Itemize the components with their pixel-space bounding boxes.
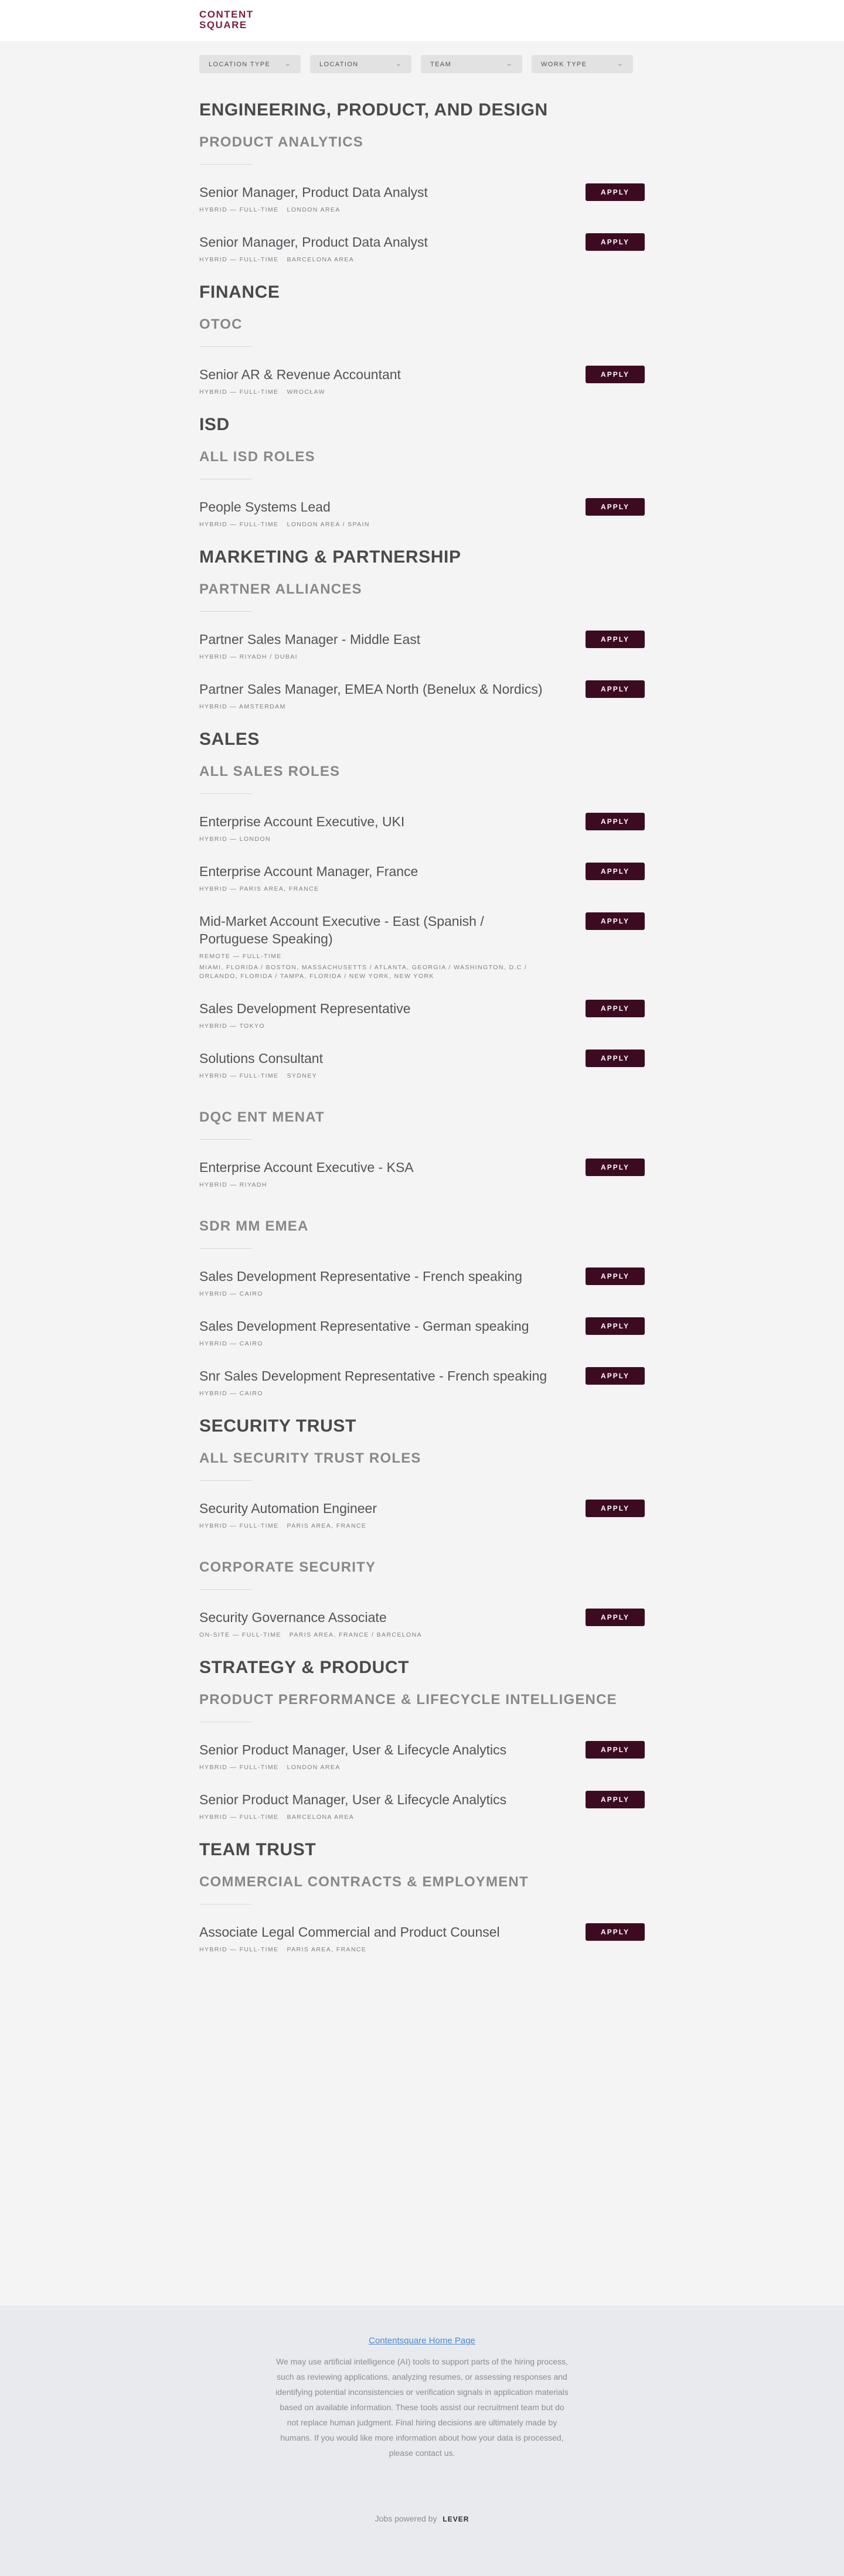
department-title: ENGINEERING, PRODUCT, AND DESIGN (199, 100, 548, 120)
job-location: PARIS AREA, FRANCE (287, 1946, 367, 1953)
team-title: PRODUCT ANALYTICS (199, 134, 363, 150)
team-divider (199, 793, 252, 794)
job-meta (199, 206, 551, 214)
department-section (199, 100, 645, 264)
team-section (199, 1218, 645, 1398)
job-title-link[interactable]: Sales Development Representative (199, 1001, 411, 1016)
team-title: PRODUCT PERFORMANCE & LIFECYCLE INTELLIGENCE (199, 1692, 617, 1708)
job-location: MIAMI, FLORIDA / BOSTON, MASSACHUSETTS / ATLANTA, GEORGIA / WASHINGTON, D.C / ORLANDO, FLORIDA / TAMPA, FLORIDA / NEW YORK, NEW YORK (199, 964, 528, 980)
job-meta (199, 1389, 551, 1398)
job-posting (199, 631, 645, 662)
job-title-link[interactable]: Enterprise Account Executive - KSA (199, 1160, 414, 1175)
team-section (199, 316, 645, 397)
job-meta (199, 1813, 551, 1822)
job-title-link[interactable]: Partner Sales Manager - Middle East (199, 632, 421, 647)
department-title: MARKETING & PARTNERSHIP (199, 547, 461, 567)
job-posting (199, 498, 645, 529)
department-title: STRATEGY & PRODUCT (199, 1658, 410, 1677)
department-section (199, 1416, 645, 1640)
job-workplace-commitment: HYBRID — AMSTERDAM (199, 703, 286, 710)
job-posting (199, 366, 645, 397)
postings-list (199, 100, 645, 1972)
team-title: DQC ENT MENAT (199, 1109, 325, 1125)
department-section (199, 729, 645, 1398)
team-section (199, 1691, 645, 1822)
team-section (199, 1559, 645, 1640)
job-location: LONDON AREA / SPAIN (287, 521, 370, 528)
job-location: LONDON AREA (287, 206, 341, 213)
team-title: ALL SALES ROLES (199, 764, 341, 779)
job-workplace-commitment: HYBRID — FULL-TIME (199, 1072, 279, 1079)
apply-button[interactable]: APPLY (586, 1500, 645, 1517)
job-workplace-commitment: HYBRID — PARIS AREA, FRANCE (199, 885, 319, 892)
team-title: ALL ISD ROLES (199, 449, 315, 465)
filter-location[interactable] (310, 55, 411, 73)
team-section (199, 134, 645, 264)
job-posting (199, 1158, 645, 1190)
department-section (199, 1839, 645, 1954)
team-divider (199, 346, 252, 347)
job-location: BARCELONA AREA (287, 1814, 355, 1821)
apply-button[interactable]: APPLY (586, 1367, 645, 1385)
job-workplace-commitment: HYBRID — FULL-TIME (199, 256, 279, 263)
job-meta (199, 388, 551, 397)
job-location: PARIS AREA, FRANCE (287, 1522, 367, 1529)
job-posting (199, 1923, 645, 1954)
job-meta (199, 835, 551, 844)
job-workplace-commitment: HYBRID — FULL-TIME (199, 1814, 279, 1821)
job-title-link[interactable]: Enterprise Account Manager, France (199, 864, 418, 879)
filter-label: WORK TYPE (541, 60, 587, 68)
job-workplace-commitment: HYBRID — FULL-TIME (199, 1764, 279, 1771)
job-posting (199, 1791, 645, 1822)
job-title-link[interactable]: People Systems Lead (199, 499, 331, 514)
chevron-down-icon: ⌄ (617, 61, 625, 67)
filter-label: LOCATION TYPE (209, 60, 271, 68)
chevron-down-icon: ⌄ (395, 61, 403, 67)
job-meta (199, 703, 551, 711)
apply-button[interactable]: APPLY (586, 1791, 645, 1808)
job-workplace-commitment: ON-SITE — FULL-TIME (199, 1631, 281, 1638)
team-title: SDR MM EMEA (199, 1218, 309, 1234)
job-title-link[interactable]: Enterprise Account Executive, UKI (199, 814, 405, 829)
job-workplace-commitment: HYBRID — FULL-TIME (199, 389, 279, 396)
department-section (199, 1657, 645, 1822)
apply-button[interactable]: APPLY (586, 183, 645, 201)
contentsquare-logo[interactable] (199, 9, 254, 30)
job-workplace-commitment: HYBRID — CAIRO (199, 1340, 263, 1347)
apply-button[interactable]: APPLY (586, 912, 645, 930)
job-posting (199, 1367, 645, 1398)
department-section (199, 414, 645, 529)
team-title: COMMERCIAL CONTRACTS & EMPLOYMENT (199, 1874, 529, 1890)
team-section (199, 581, 645, 711)
team-title: CORPORATE SECURITY (199, 1559, 376, 1575)
filter-work-type[interactable] (532, 55, 633, 73)
job-posting (199, 1000, 645, 1031)
job-title-link[interactable]: Senior Product Manager, User & Lifecycle Analytics (199, 1792, 507, 1807)
job-posting (199, 183, 645, 214)
apply-button[interactable]: APPLY (586, 813, 645, 830)
job-meta (199, 1522, 551, 1531)
job-meta (199, 520, 551, 529)
filter-label: LOCATION (319, 60, 359, 68)
job-location: WROCŁAW (287, 389, 325, 396)
job-meta (199, 1022, 551, 1031)
apply-button[interactable]: APPLY (586, 1317, 645, 1335)
chevron-down-icon: ⌄ (506, 61, 514, 67)
team-divider (199, 164, 252, 165)
job-title-link[interactable]: Security Governance Associate (199, 1610, 387, 1625)
team-title: OTOC (199, 316, 243, 332)
job-posting (199, 1317, 645, 1348)
team-divider (199, 1480, 252, 1481)
apply-button[interactable]: APPLY (586, 498, 645, 516)
job-workplace-commitment: HYBRID — FULL-TIME (199, 206, 279, 213)
department-title: SALES (199, 730, 260, 749)
job-meta (199, 1340, 551, 1348)
team-section (199, 1109, 645, 1190)
logo-line-2: SQUARE (199, 19, 247, 30)
job-meta (199, 1631, 551, 1640)
job-location: SYDNEY (287, 1072, 318, 1079)
job-title-link[interactable]: Solutions Consultant (199, 1051, 323, 1066)
job-workplace-commitment: HYBRID — CAIRO (199, 1290, 263, 1297)
job-meta (199, 1763, 551, 1772)
department-section (199, 547, 645, 711)
job-posting (199, 1050, 645, 1081)
job-posting (199, 680, 645, 711)
department-title: ISD (199, 415, 230, 434)
team-title: PARTNER ALLIANCES (199, 581, 362, 597)
job-posting (199, 912, 645, 981)
job-workplace-commitment: HYBRID — CAIRO (199, 1390, 263, 1397)
apply-button[interactable]: APPLY (586, 1609, 645, 1626)
job-workplace-commitment: HYBRID — RIYADH / DUBAI (199, 653, 298, 660)
apply-button[interactable]: APPLY (586, 1158, 645, 1176)
team-divider (199, 1589, 252, 1590)
filter-bar (199, 55, 633, 73)
apply-button[interactable]: APPLY (586, 1923, 645, 1941)
job-workplace-commitment: HYBRID — LONDON (199, 836, 271, 843)
job-meta (199, 1945, 551, 1954)
job-meta (199, 885, 551, 894)
lever-logo[interactable]: LEVER (443, 2515, 469, 2523)
department-section (199, 282, 645, 397)
job-meta (199, 952, 551, 981)
job-posting (199, 1609, 645, 1640)
job-workplace-commitment: HYBRID — FULL-TIME (199, 1946, 279, 1953)
job-meta (199, 653, 551, 662)
job-posting (199, 1741, 645, 1772)
job-posting (199, 1500, 645, 1531)
job-location: BARCELONA AREA (287, 256, 355, 263)
powered-by (0, 2514, 844, 2523)
team-divider (199, 611, 252, 612)
apply-button[interactable]: APPLY (586, 366, 645, 383)
job-title-link[interactable]: Snr Sales Development Representative - French speaking (199, 1368, 547, 1384)
team-section (199, 1873, 645, 1954)
job-workplace-commitment: HYBRID — RIYADH (199, 1181, 267, 1188)
job-title-link[interactable]: Senior AR & Revenue Accountant (199, 367, 401, 382)
apply-button[interactable]: APPLY (586, 680, 645, 698)
apply-button[interactable]: APPLY (586, 1000, 645, 1017)
job-title-link[interactable]: Mid-Market Account Executive - East (Spanish / Portuguese Speaking) (199, 914, 484, 946)
job-workplace-commitment: HYBRID — TOKYO (199, 1023, 265, 1030)
job-posting (199, 863, 645, 894)
job-posting (199, 813, 645, 844)
page-footer (0, 2305, 844, 2576)
job-meta (199, 1290, 551, 1299)
team-section (199, 448, 645, 529)
department-title: FINANCE (199, 282, 280, 302)
job-title-link[interactable]: Partner Sales Manager, EMEA North (Benelux & Nordics) (199, 682, 543, 697)
filter-team[interactable] (421, 55, 522, 73)
team-section (199, 1450, 645, 1531)
job-workplace-commitment: REMOTE — FULL-TIME (199, 953, 282, 960)
chevron-down-icon: ⌄ (284, 61, 292, 67)
job-posting (199, 1267, 645, 1299)
powered-by-text: Jobs powered by (375, 2514, 437, 2523)
home-page-link[interactable]: Contentsquare Home Page (369, 2336, 475, 2346)
job-workplace-commitment: HYBRID — FULL-TIME (199, 521, 279, 528)
apply-button[interactable]: APPLY (586, 1267, 645, 1285)
team-divider (199, 1139, 252, 1140)
job-title-link[interactable]: Sales Development Representative - French speaking (199, 1269, 523, 1284)
apply-button[interactable]: APPLY (586, 631, 645, 648)
apply-button[interactable]: APPLY (586, 863, 645, 880)
team-divider (199, 1248, 252, 1249)
job-title-link[interactable]: Security Automation Engineer (199, 1501, 377, 1516)
ai-disclaimer: We may use artificial intelligence (AI) tools to support parts of the hiring process, such as reviewing applications, analyzing resumes, or assessing responses and identifying potential inconsistencies or verification signals in application materials based on available information. These tools assist our recruitment team but do not replace human judgment. Final hiring decisions are ultimately made by humans. If you would like more information about how your data is processed, please contact us. (275, 2357, 569, 2458)
department-title: SECURITY TRUST (199, 1416, 356, 1436)
job-meta (199, 1181, 551, 1190)
filter-location-type[interactable] (199, 55, 301, 73)
team-title: ALL SECURITY TRUST ROLES (199, 1450, 421, 1466)
apply-button[interactable]: APPLY (586, 233, 645, 251)
job-title-link[interactable]: Senior Manager, Product Data Analyst (199, 234, 428, 250)
job-workplace-commitment: HYBRID — FULL-TIME (199, 1522, 279, 1529)
job-title-link[interactable]: Senior Product Manager, User & Lifecycle Analytics (199, 1742, 507, 1757)
apply-button[interactable]: APPLY (586, 1050, 645, 1067)
team-section (199, 763, 645, 1081)
job-location: LONDON AREA (287, 1764, 341, 1771)
job-meta (199, 1072, 551, 1081)
filter-label: TEAM (430, 60, 452, 68)
apply-button[interactable]: APPLY (586, 1741, 645, 1759)
job-title-link[interactable]: Associate Legal Commercial and Product Counsel (199, 1924, 500, 1940)
department-title: TEAM TRUST (199, 1840, 316, 1859)
logo-line-1: CONTENT (199, 9, 254, 20)
job-title-link[interactable]: Sales Development Representative - German speaking (199, 1318, 529, 1334)
job-meta (199, 255, 551, 264)
job-title-link[interactable]: Senior Manager, Product Data Analyst (199, 185, 428, 200)
page-header (0, 0, 844, 41)
job-posting (199, 233, 645, 264)
job-location: PARIS AREA, FRANCE / BARCELONA (289, 1631, 422, 1638)
